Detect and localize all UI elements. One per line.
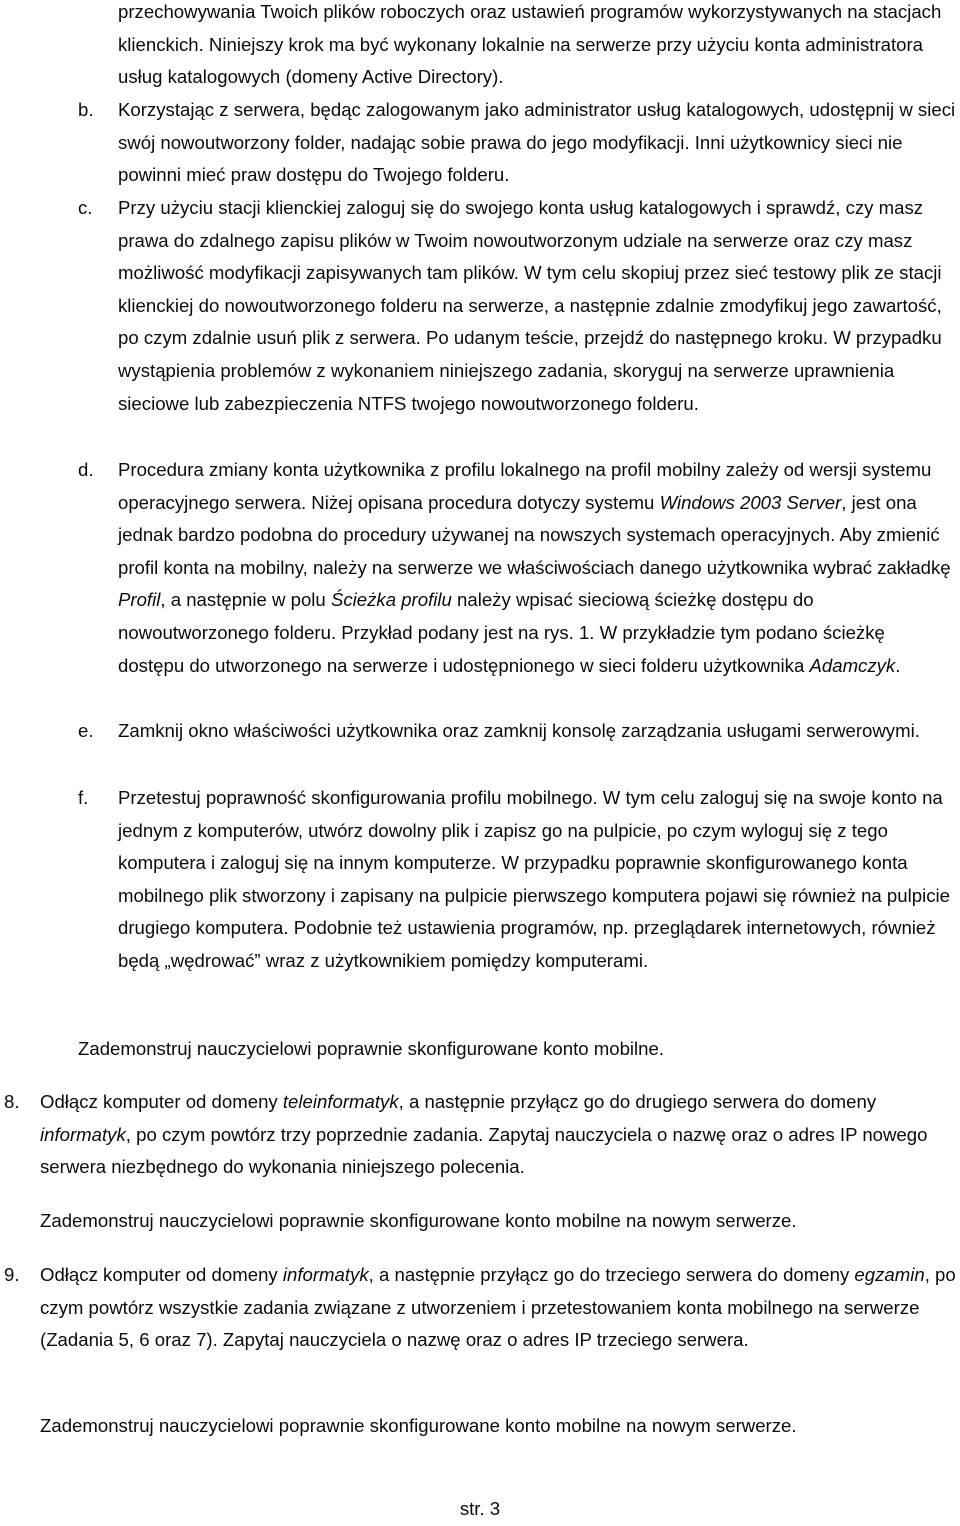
item-8-demo: Zademonstruj nauczycielowi poprawnie skonfigurowane konto mobilne na nowym serwerze. (40, 1210, 797, 1231)
item-8-italic-domain-old: teleinformatyk (282, 1091, 399, 1112)
item-b-text: Korzystając z serwera, będąc zalogowanym jako administrator usług katalogowych, udostępnij w sieci swój nowoutworzony folder, nadając sobie prawa do jego modyfikacji. Inni użytkownicy sieci nie powinni mieć praw dostępu do Twojego folderu. (118, 99, 956, 186)
item-a-continuation: przechowywania Twoich plików roboczych oraz ustawień programów wykorzystywanych na stacjach klienckich. Niniejszy krok ma być wykonany lokalnie na serwerze przy użyciu konta administratora usług katalogowych (domeny Active Directory). (118, 1, 942, 88)
item-9-italic-domain-new: egzamin (854, 1264, 925, 1285)
item-d-italic-user: Adamczyk (809, 654, 896, 676)
item-8-number: 8. (4, 1091, 20, 1112)
item-d-italic-tab: Profil (118, 589, 161, 611)
item-9-italic-domain-old: informatyk (282, 1264, 369, 1285)
item-8-text: Odłącz komputer od domeny teleinformatyk, a następnie przyłącz go do drugiego serwera do domeny informatyk, po czym powtórz trzy poprzednie zadania. Zapytaj nauczyciela o nazwę oraz o adres IP nowego serwera niezbędnego do wykonania niniejszego polecenia. (40, 1091, 928, 1178)
item-d-text: Procedura zmiany konta użytkownika z profilu lokalnego na profil mobilny zależy od wersji systemu operacyjnego serwera. Niżej opisana procedura dotyczy systemu Windows 2003 Server, jest ona jednak bardzo podobna do procedury używanej na nowszych systemach operacyjnych. Aby zmienić profil konta na mobilny, należy na serwerze we właściwościach danego użytkownika wybrać zakładkę Profil, a następnie w polu Ścieżka profilu należy wpisać sieciową ścieżkę dostępu do nowoutworzonego folderu. Przykład podany jest na rys. 1. W przykładzie tym podano ścieżkę dostępu do utworzonego na serwerze i udostępnionego w sieci folderu użytkownika Adamczyk. (118, 459, 951, 676)
item-d-italic-os: Windows 2003 Server (659, 491, 842, 513)
item-9-demo: Zademonstruj nauczycielowi poprawnie skonfigurowane konto mobilne na nowym serwerze. (40, 1415, 797, 1436)
item-d-marker: d. (78, 459, 94, 480)
item-8-italic-domain-new: informatyk (40, 1123, 126, 1145)
item-c-text: Przy użyciu stacji klienckiej zaloguj się do swojego konta usług katalogowych i sprawdź, czy masz prawa do zdalnego zapisu plików w Twoim nowoutworzonym udziale na serwerze oraz czy masz możliwość modyfikacji zapisywanych tam plików. W tym celu skopiuj przez sieć testowy plik ze stacji klienckiej do nowoutworzonego folderu na serwerze, a następnie zdalnie zmodyfikuj jego zawartość, po czym zdalnie usuń plik z serwera. Po udanym teście, przejdź do następnego kroku. W przypadku wystąpienia problemów z wykonaniem niniejszego zadania, skoryguj na serwerze uprawnienia sieciowe lub zabezpieczenia NTFS twojego nowoutworzonego folderu. (118, 197, 942, 414)
item-d-italic-field: Ścieżka profilu (330, 589, 452, 611)
item-b-marker: b. (78, 99, 94, 120)
page-number: str. 3 (459, 1498, 501, 1519)
item-f-text: Przetestuj poprawność skonfigurowania profilu mobilnego. W tym celu zaloguj się na swoje konto na jednym z komputerów, utwórz dowolny plik i zapisz go na pulpicie, po czym wyloguj się z tego komputera i zaloguj się na innym komputerze. W przypadku poprawnie skonfigurowanego konta mobilnego plik stworzony i zapisany na pulpicie pierwszego komputera pojawi się również na pulpicie drugiego komputera. Podobnie też ustawienia programów, np. przeglądarek internetowych, również będą „wędrować” wraz z użytkownikiem pomiędzy komputerami. (118, 787, 950, 971)
item-e-marker: e. (78, 720, 94, 741)
demo-step-7: Zademonstruj nauczycielowi poprawnie skonfigurowane konto mobilne. (78, 1038, 665, 1059)
item-9-number: 9. (4, 1264, 20, 1285)
item-e-text: Zamknij okno właściwości użytkownika oraz zamknij konsolę zarządzania usługami serwerowymi. (118, 720, 920, 741)
item-c-marker: c. (78, 197, 93, 218)
item-f-marker: f. (78, 787, 89, 808)
item-9-text: Odłącz komputer od domeny informatyk, a następnie przyłącz go do trzeciego serwera do domeny egzamin, po czym powtórz wszystkie zadania związane z utworzeniem i przetestowaniem konta mobilnego na serwerze (Zadania 5, 6 oraz 7). Zapytaj nauczyciela o nazwę oraz o adres IP trzeciego serwera. (40, 1264, 956, 1351)
